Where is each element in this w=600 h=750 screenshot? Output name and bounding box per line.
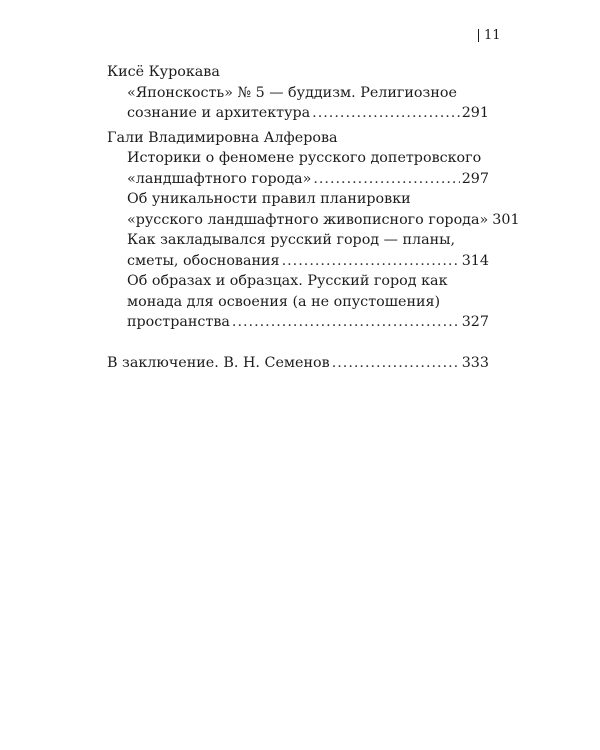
toc-entry[interactable]: [107, 169, 489, 190]
dot-leader: [332, 353, 460, 374]
toc-page-number: 301: [492, 211, 520, 228]
toc-entry-title: «русского ландшафтного живописного города»: [127, 211, 489, 228]
toc-entry-line: монада для освоения (а не опустошения): [127, 293, 441, 310]
toc-conclusion[interactable]: [107, 353, 489, 374]
dot-leader: [282, 251, 460, 272]
toc-author: Гали Владимировна Алферова: [107, 129, 338, 146]
toc-page-number: 314: [461, 252, 489, 269]
toc-entry[interactable]: [107, 103, 489, 124]
dot-leader: [313, 169, 459, 190]
toc-page-number: 333: [461, 354, 489, 371]
dot-leader: [312, 103, 460, 124]
toc-page-number: 297: [461, 170, 489, 187]
toc-entry-line: Об образах и образцах. Русский город как: [127, 273, 448, 289]
toc-author: Кисё Курокава: [107, 64, 220, 80]
toc-conclusion-title: В заключение. В. Н. Семенов: [107, 354, 330, 371]
toc-page-number: 291: [461, 105, 489, 121]
toc-entry-line: Об уникальности правил планировки: [127, 191, 411, 207]
page-number: 11: [478, 29, 501, 42]
toc-entry-line: «Японскость» № 5 — буддизм. Религиозное: [127, 84, 457, 101]
dot-leader: [232, 312, 460, 333]
toc-entry-line: Историки о феномене русского допетровского: [127, 150, 482, 166]
toc-entry-title: пространства: [127, 314, 230, 330]
toc-page-number: 327: [461, 314, 489, 330]
toc-entry[interactable]: [107, 312, 489, 333]
toc-entry-title: сметы, обоснования: [127, 252, 280, 269]
toc-entry-title: сознание и архитектура: [127, 105, 311, 121]
toc-entry[interactable]: [107, 251, 489, 272]
table-of-contents: [107, 62, 520, 373]
toc-entry-title: «ландшафтного города»: [127, 170, 312, 187]
toc-entry[interactable]: [107, 210, 520, 231]
toc-entry-line: Как закладывался русский город — планы,: [127, 232, 456, 248]
